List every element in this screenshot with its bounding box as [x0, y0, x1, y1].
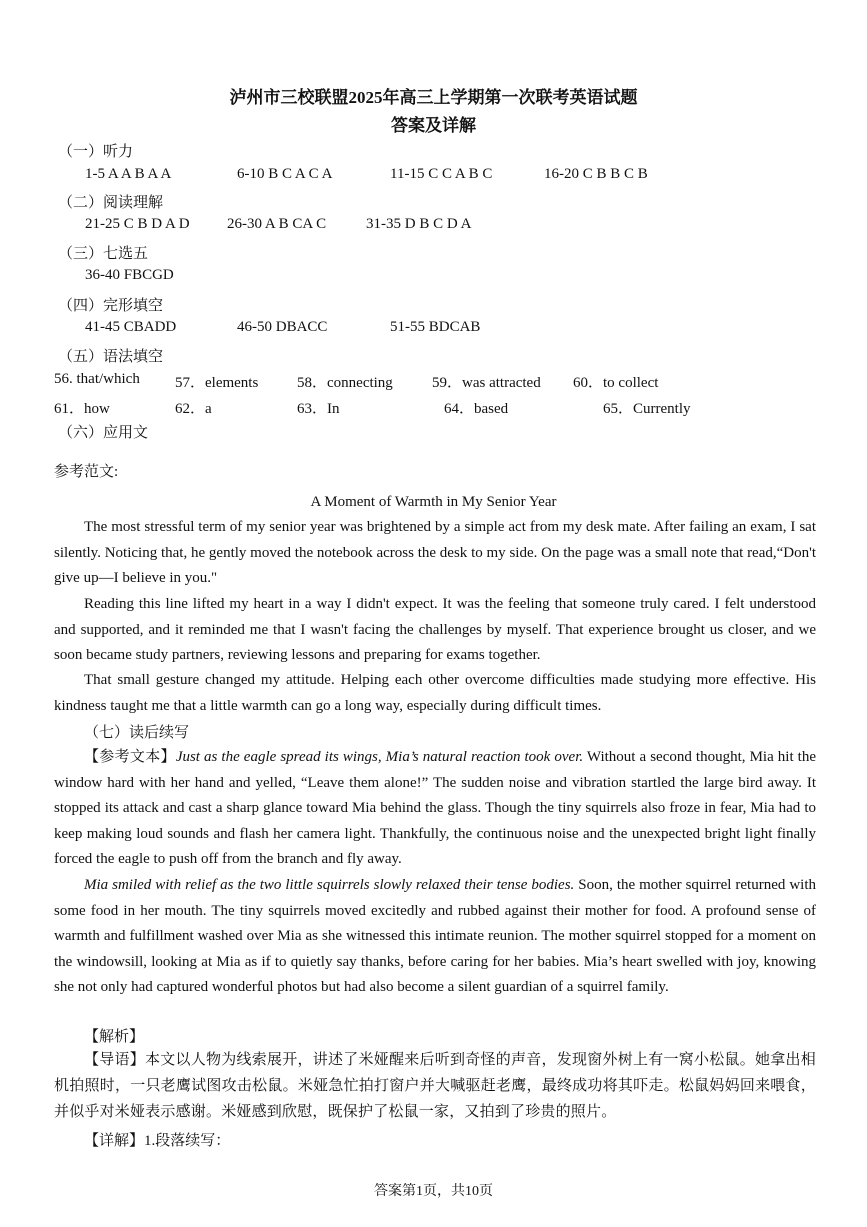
answer-group: 21-25 C B D A D — [85, 216, 190, 232]
answer-group: 31-35 D B C D A — [366, 216, 472, 232]
answer-group: 51-55 BDCAB — [390, 319, 481, 335]
grammar-answer: 58．connecting — [297, 375, 393, 391]
page-subtitle: 答案及详解 — [391, 116, 476, 135]
essay-paragraph: Reading this line lifted my heart in a way I didn't expect. It was the feeling that someone truly cared. I felt understood and supported, and it reminded me that I wasn't facing the challenges by myself. That experience brought us closer, and we soon became study partners, reviewing lessons and preparing for exams together. — [54, 596, 816, 664]
given-opening-sentence: Just as the eagle spread its wings, Mia’s natural reaction took over. — [175, 749, 584, 765]
answer-group: 6-10 B C A C A — [237, 166, 333, 182]
grammar-answer: 62．a — [175, 401, 212, 417]
grammar-answer: 65．Currently — [603, 401, 691, 417]
grammar-answer: 59．was attracted — [432, 375, 541, 391]
answer-group: 36-40 FBCGD — [85, 267, 174, 283]
page-footer: 答案第1页，共10页 — [374, 1184, 493, 1199]
analysis-intro: 【导语】本文以人物为线索展开，讲述了米娅醒来后听到奇怪的声音，发现窗外树上有一窝小松鼠。她拿出相机拍照时，一只老鹰试图攻击松鼠。米娅急忙拍打窗户并大喊驱赶老鹰，最终成功将其吓走。松鼠妈妈回来喂食，并似乎对米娅表示感谢。米娅感到欣慰，既保护了松鼠一家，又拍到了珍贵的照片。 — [54, 1052, 816, 1120]
section-grammar: （五）语法填空 — [58, 349, 164, 365]
answer-group: 11-15 C C A B C — [390, 166, 493, 182]
page-title: 泸州市三校联盟2025年高三上学期第一次联考英语试题 — [229, 88, 638, 107]
grammar-answer: 61．how — [54, 401, 110, 417]
grammar-answer: 64．based — [444, 401, 509, 417]
section-seven-choose-five: （三）七选五 — [58, 246, 149, 262]
section-reading: （二）阅读理解 — [58, 195, 164, 211]
essay-paragraph: The most stressful term of my senior year was brightened by a simple act from my desk mate. After failing an exam, I sat silently. Noticing that, he gently moved the notebook across the desk to my side. On the page was a small note that read,“Don't give up—I believe in you." — [54, 519, 816, 587]
answer-group: 26-30 A B CA C — [227, 216, 327, 232]
reference-label: 【参考文本】 — [84, 749, 176, 765]
continuation-paragraph-2 — [54, 873, 816, 1001]
essay-paragraph: That small gesture changed my attitude. Helping each other overcome difficulties made studying more effective. His kindness taught me that a little warmth can go a long way, especially during difficult times. — [54, 672, 816, 714]
answer-group: 16-20 C B B C B — [544, 166, 648, 182]
essay-title: A Moment of Warmth in My Senior Year — [310, 494, 557, 510]
answer-group: 1-5 A A B A A — [85, 166, 172, 182]
section-practical-writing: （六）应用文 — [58, 425, 149, 441]
grammar-answer: 56. that/which — [54, 371, 140, 387]
section-continuation: （七）读后续写 — [84, 725, 190, 741]
grammar-answer: 60．to collect — [573, 375, 659, 391]
answer-group: 46-50 DBACC — [237, 319, 328, 335]
analysis-detail: 【详解】1.段落续写： — [84, 1133, 231, 1149]
answer-group: 41-45 CBADD — [85, 319, 177, 335]
paragraph-text: Soon, the mother squirrel returned with some food in her mouth. The tiny squirrels moved excitedly and rubbed against their mother for food. A profound sense of warmth and fulfillment washed over Mia as she witnessed this intimate reunion. The mother squirrel stopped for a moment on the windowsill, looking at Mia as if to quietly say thanks, before caring for her babies. Mia’s heart swelled with joy, knowing she not only had captured wonderful photos but had also become a silent guardian of a squirrel family. — [54, 877, 816, 996]
section-cloze: （四）完形填空 — [58, 298, 164, 314]
sample-label: 参考范文: — [54, 464, 119, 480]
grammar-answer: 63．In — [297, 401, 340, 417]
paragraph-text: Without a second thought, Mia hit the window hard with her hand and yelled, “Leave them alone!” The sudden noise and vibration startled the large bird away. It stopped its attack and cast a sharp glance toward Mia behind the glass. Though the tiny squirrels also froze in fear, Mia had to keep making loud sounds and flash her camera light. Thankfully, the continuous noise and the unexpected bright light finally forced the eagle to push off from the branch and fly away. — [54, 749, 816, 868]
given-opening-sentence: Mia smiled with relief as the two little squirrels slowly relaxed their tense bodies. — [84, 877, 575, 893]
analysis-label: 【解析】 — [84, 1029, 145, 1045]
continuation-paragraph-1 — [54, 745, 816, 873]
section-listening: （一）听力 — [58, 144, 134, 160]
grammar-answer: 57．elements — [175, 375, 259, 391]
